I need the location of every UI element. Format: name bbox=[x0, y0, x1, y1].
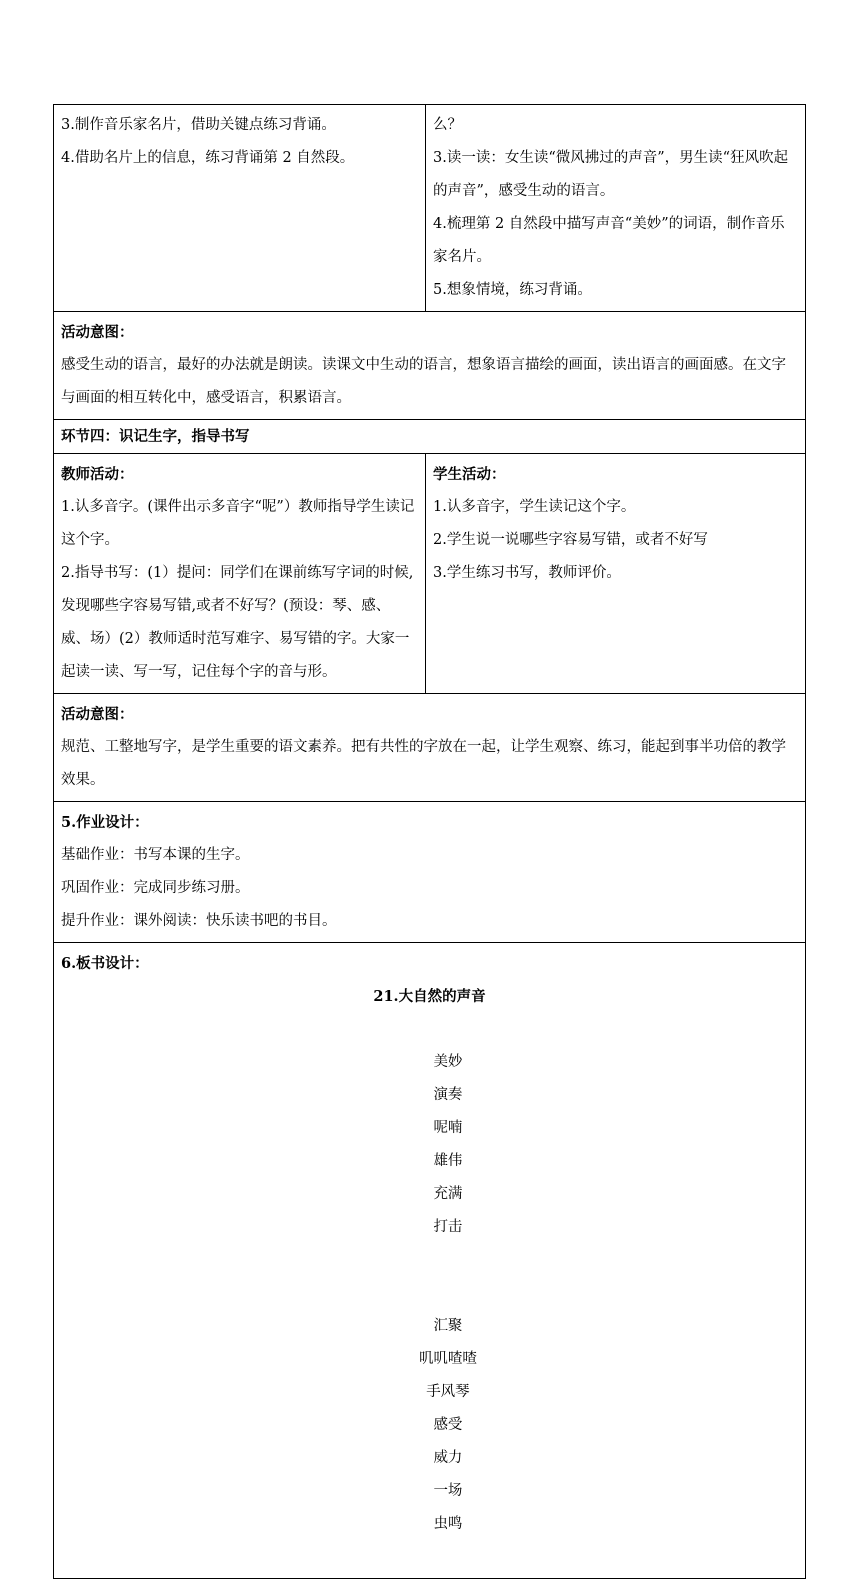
student-step-2-tail: 么？ bbox=[433, 117, 462, 133]
board-title: 21.大自然的声音 bbox=[373, 988, 486, 1005]
teacher-activity-heading: 教师活动： bbox=[61, 466, 134, 483]
student-activity-cell-2 bbox=[426, 454, 806, 694]
teacher-step-4: 4.借助名片上的信息，练习背诵第 2 自然段。 bbox=[61, 150, 355, 166]
student-activity-heading: 学生活动： bbox=[433, 466, 506, 483]
intent-row-1 bbox=[54, 312, 806, 420]
board-term: 感受 bbox=[433, 1417, 463, 1433]
board-term: 雄伟 bbox=[433, 1153, 463, 1169]
homework-extend: 提升作业：课外阅读：快乐读书吧的书目。 bbox=[61, 913, 337, 929]
student-item-3: 3.学生练习书写，教师评价。 bbox=[433, 565, 621, 581]
student-step-4: 4.梳理第 2 自然段中描写声音“美妙”的词语，制作音乐家名片。 bbox=[433, 216, 785, 265]
board-term: 演奏 bbox=[433, 1087, 463, 1103]
homework-cell bbox=[54, 802, 806, 943]
student-step-5: 5.想象情境，练习背诵。 bbox=[433, 282, 592, 298]
section-4-cell bbox=[54, 420, 806, 454]
board-term: 一场 bbox=[433, 1483, 463, 1499]
board-terms-row-2 bbox=[61, 1277, 798, 1574]
board-term: 手风琴 bbox=[426, 1384, 470, 1400]
section-4-heading: 环节四：识记生字，指导书写 bbox=[61, 428, 250, 445]
homework-basic: 基础作业：书写本课的生字。 bbox=[61, 847, 250, 863]
homework-row bbox=[54, 802, 806, 943]
intent-text: 感受生动的语言，最好的办法就是朗读。读课文中生动的语言，想象语言描绘的画面，读出语言的画面感。在文字与画面的相互转化中，感受语言，积累语言。 bbox=[61, 357, 786, 406]
board-cell bbox=[54, 943, 806, 1579]
homework-consolidate: 巩固作业：完成同步练习册。 bbox=[61, 880, 250, 896]
board-heading: 6.板书设计： bbox=[61, 955, 149, 972]
board-term: 美妙 bbox=[433, 1054, 463, 1070]
board-term: 威力 bbox=[433, 1450, 463, 1466]
board-term: 打击 bbox=[433, 1219, 463, 1235]
board-row bbox=[54, 943, 806, 1579]
board-terms-row-1 bbox=[61, 1013, 798, 1277]
intent-heading: 活动意图： bbox=[61, 324, 134, 341]
intent-text-2: 规范、工整地写字，是学生重要的语文素养。把有共性的字放在一起，让学生观察、练习，能起到事半功倍的教学效果。 bbox=[61, 739, 786, 788]
homework-heading: 5.作业设计： bbox=[61, 814, 149, 831]
teacher-activity-cell-2 bbox=[54, 454, 426, 694]
teacher-item-2: 2.指导书写：(1）提问：同学们在课前练写字词的时候,发现哪些字容易写错,或者不好写？(预设：琴、感、威、场）(2）教师适时范写难字、易写错的字。大家一起读一读、写一写，记住每个字的音与形。 bbox=[61, 565, 414, 680]
intent-cell-2 bbox=[54, 694, 806, 802]
teacher-step-3: 3.制作音乐家名片，借助关键点练习背诵。 bbox=[61, 117, 336, 133]
teacher-item-1: 1.认多音字。(课件出示多音字“呢”）教师指导学生读记这个字。 bbox=[61, 499, 415, 548]
intent-heading-2: 活动意图： bbox=[61, 706, 134, 723]
intent-cell-1 bbox=[54, 312, 806, 420]
section-4-row bbox=[54, 420, 806, 454]
board-term: 叽叽喳喳 bbox=[418, 1351, 477, 1367]
teacher-activity-cell bbox=[54, 105, 426, 312]
student-activity-cell bbox=[426, 105, 806, 312]
activities-row bbox=[54, 454, 806, 694]
lesson-plan-table bbox=[53, 104, 806, 1579]
board-term: 呢喃 bbox=[433, 1120, 463, 1136]
board-term: 虫鸣 bbox=[433, 1516, 463, 1532]
student-item-1: 1.认多音字，学生读记这个字。 bbox=[433, 499, 636, 515]
activity-row-continued bbox=[54, 105, 806, 312]
intent-row-2 bbox=[54, 694, 806, 802]
board-term: 充满 bbox=[433, 1186, 463, 1202]
board-term: 汇聚 bbox=[433, 1318, 463, 1334]
student-step-3: 3.读一读：女生读“微风拂过的声音”，男生读“狂风吹起的声音”，感受生动的语言。 bbox=[433, 150, 789, 199]
student-item-2: 2.学生说一说哪些字容易写错，或者不好写 bbox=[433, 532, 708, 548]
lesson-plan-document bbox=[53, 104, 806, 1579]
